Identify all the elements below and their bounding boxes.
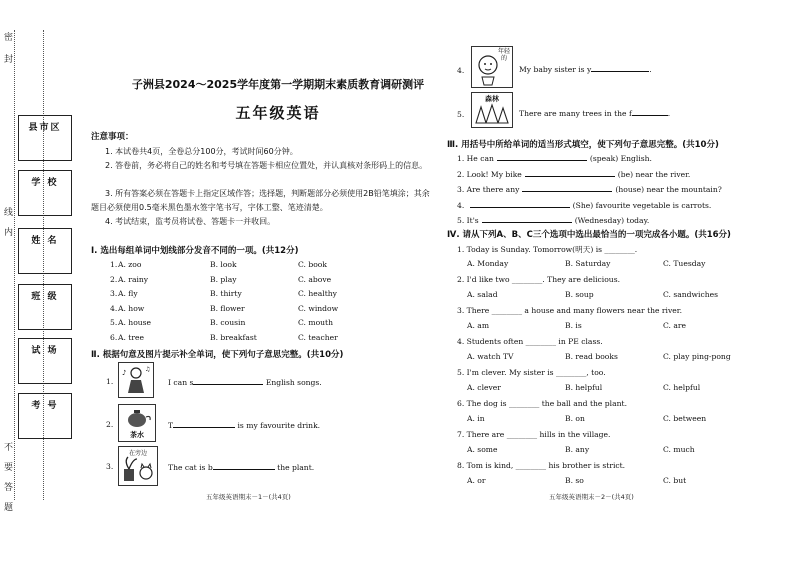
answer-option[interactable]: B. play [210,274,237,284]
answer-option[interactable]: A. some [467,445,498,454]
fill-in-row [457,215,649,225]
seal-character: 题 [4,503,14,513]
question-number: 4. [457,200,465,210]
seal-character: 不 [4,443,14,453]
answer-option[interactable]: C. Tuesday [663,259,706,268]
answer-option[interactable]: A. zoo [118,260,142,269]
answer-option[interactable]: B. any [565,445,590,454]
answer-option[interactable]: C. sandwiches [663,290,719,299]
section-1-heading: Ⅰ. 选出每组单词中划线部分发音不同的一项。(共12分) [91,246,299,256]
sentence-end: (She) favourite vegetable is carrots. [572,200,712,210]
notes-heading: 注意事项： [91,132,134,142]
answer-blank[interactable] [213,462,275,470]
note-2: 2. 答卷前，务必将自己的姓名和考号填在答题卡相应位置处，并认真核对条形码上的信息。 [105,161,428,170]
seal-character: 内 [4,228,14,238]
image-caption: 年轻的 [497,48,510,62]
question-text: 6. The dog is ________ the ball and the plant. [457,399,627,408]
question-number: 1. [106,377,114,386]
answer-option[interactable]: A. or [467,476,486,485]
exam-title: 子洲县2024～2025学年度第一学期期末素质教育调研测评 [131,78,425,91]
answer-option[interactable]: B. helpful [565,383,603,392]
answer-option[interactable]: B. soup [565,290,594,299]
answer-option[interactable]: A. clever [467,383,501,392]
question-number: 2. [106,420,114,429]
image-caption: 在旁边 [128,450,147,457]
question-text: 4. Students often ________ in PE class. [457,337,603,346]
question-number: 3. [106,462,114,471]
answer-option[interactable]: B. on [565,414,585,423]
field-school[interactable]: 学 校 [18,170,72,216]
answer-option[interactable]: B. thirty [210,289,242,298]
answer-option[interactable]: C. between [663,414,707,423]
field-class[interactable]: 班 级 [18,284,72,330]
answer-option[interactable]: C. book [298,260,327,269]
fill-sentence-3: The cat is b the plant. [168,463,315,472]
fill-in-row [457,153,652,163]
fill-sentence-4: My baby sister is y . [519,65,652,74]
answer-blank[interactable] [173,420,235,428]
section-4-heading: Ⅳ. 请从下列A、B、C三个选项中选出最恰当的一项完成各小题。(共16分) [447,230,731,240]
question-number: 4. [110,303,118,313]
image-caption: 森林 [485,95,499,103]
answer-blank[interactable] [632,108,668,116]
answer-option[interactable]: C. mouth [298,318,333,327]
section-3-heading: Ⅲ. 用括号中所给单词的适当形式填空，使下列句子意思完整。(共10分) [447,140,719,150]
answer-option[interactable]: B. cousin [210,318,246,327]
answer-option[interactable]: B. is [565,321,582,330]
note-3: 3. 所有答案必须在答题卡上指定区域作答；选择题，判断题部分必须使用2B铅笔填涂；其余题目必须使用0.5毫米黑色墨水签字笔书写，字体工整、笔迹清楚。 [91,189,430,212]
fill-sentence-5: There are many trees in the f . [519,109,671,118]
question-text: 7. There are ________ hills in the village. [457,430,611,439]
answer-option[interactable]: C. helpful [663,383,701,392]
answer-option[interactable]: C. play ping-pong [663,352,731,361]
answer-option[interactable]: C. but [663,476,687,485]
question-number: 3. [457,185,465,194]
answer-option[interactable]: B. look [210,260,237,269]
note-4: 4. 考试结束，监考员将试卷、答题卡一并收回。 [105,217,276,226]
answer-option[interactable]: B. breakfast [210,332,257,342]
answer-option[interactable]: A. rainy [118,274,149,284]
field-exam-number[interactable]: 考 号 [18,393,72,439]
seal-character: 封 [4,55,14,65]
fill-in-row [457,169,690,179]
answer-option[interactable]: A. salad [467,290,498,299]
seal-character: 要 [4,463,14,473]
question-number: 6. [110,332,118,342]
answer-option[interactable]: A. Monday [467,259,509,268]
answer-option[interactable]: A. how [118,303,145,313]
answer-option[interactable]: C. window [298,303,339,313]
page-footer: 五年级英语期末－1－(共4页) [206,493,291,501]
answer-option[interactable]: A. watch TV [467,352,514,361]
answer-option[interactable]: A. tree [118,332,144,342]
answer-option[interactable]: A. house [118,318,152,327]
answer-option[interactable]: C. teacher [298,332,338,342]
question-number: 1. [457,154,465,163]
question-number: 5. [110,318,118,327]
fill-sentence-1: I can s English songs. [168,378,322,387]
answer-option[interactable]: C. are [663,321,687,330]
question-number: 2. [110,274,118,284]
question-number: 4. [457,66,465,75]
seal-character: 线 [4,208,14,218]
fill-sentence-2: T is my favourite drink. [168,421,321,430]
sentence-start: Are there any [466,185,520,194]
question-number: 2. [457,169,465,179]
question-text: 8. Tom is kind, ________ his brother is strict. [457,461,626,470]
answer-option[interactable]: B. flower [210,303,245,313]
baby-image [471,46,513,88]
sentence-end: (speak) English. [589,154,652,163]
question-text: 5. I'm clever. My sister is ________, too. [457,368,606,377]
answer-option[interactable]: B. so [565,476,584,485]
note-1: 1. 本试卷共4页，全卷总分100分，考试时间60分钟。 [105,147,298,156]
svg-text:♪: ♪ [122,369,127,377]
question-text: 2. I'd like two ________. They are delicious. [457,275,621,284]
question-text: 1. Today is Sunday. Tomorrow(明天) is ________. [457,245,638,254]
question-number: 5. [457,110,465,119]
answer-option[interactable]: C. much [663,445,695,454]
answer-option[interactable]: B. read books [565,352,618,361]
fill-in-row [457,200,711,210]
singing-person-image [118,362,154,398]
page-footer: 五年级英语期末－2－(共4页) [549,493,634,501]
subject-title: 五年级英语 [235,104,321,122]
field-name[interactable]: 姓 名 [18,228,72,274]
forest-image [471,92,513,128]
answer-blank[interactable] [522,184,612,192]
answer-option[interactable]: A. am [467,321,490,330]
answer-option[interactable]: B. Saturday [565,259,611,268]
question-number: 1. [110,260,118,269]
question-text: 3. There ________ a house and many flowers near the river. [457,306,682,315]
question-number: 5. [457,216,465,225]
sentence-end: (house) near the mountain? [615,185,722,194]
sentence-end: (be) near the river. [617,169,691,179]
field-exam-room[interactable]: 试 场 [18,338,72,384]
field-county[interactable]: 县市区 [18,115,72,161]
tea-image [118,404,156,442]
seal-character: 密 [4,33,14,43]
sentence-start: Look! My bike [466,169,522,179]
answer-blank[interactable] [193,377,263,385]
answer-option[interactable]: C. healthy [298,289,337,298]
image-caption: 茶水 [130,431,144,439]
answer-blank[interactable] [497,153,587,161]
answer-option[interactable]: A. in [467,414,485,423]
sentence-start: It's [466,216,479,225]
fill-in-row [457,184,722,194]
answer-option[interactable]: C. above [298,274,332,284]
sentence-end: (Wednesday) today. [574,216,650,225]
sentence-start: He can [466,154,494,163]
answer-blank[interactable] [591,64,649,72]
section-2-heading: Ⅱ. 根据句意及图片提示补全单词，使下列句子意思完整。(共10分) [91,350,344,360]
svg-text:♫: ♫ [145,366,151,373]
binding-strip [0,0,100,561]
seal-character: 答 [4,483,14,493]
answer-blank[interactable] [470,200,570,208]
answer-option[interactable]: A. fly [118,289,138,298]
answer-blank[interactable] [482,215,572,223]
answer-blank[interactable] [525,169,615,177]
question-number: 3. [110,289,118,298]
cat-beside-plant-image [118,446,158,486]
